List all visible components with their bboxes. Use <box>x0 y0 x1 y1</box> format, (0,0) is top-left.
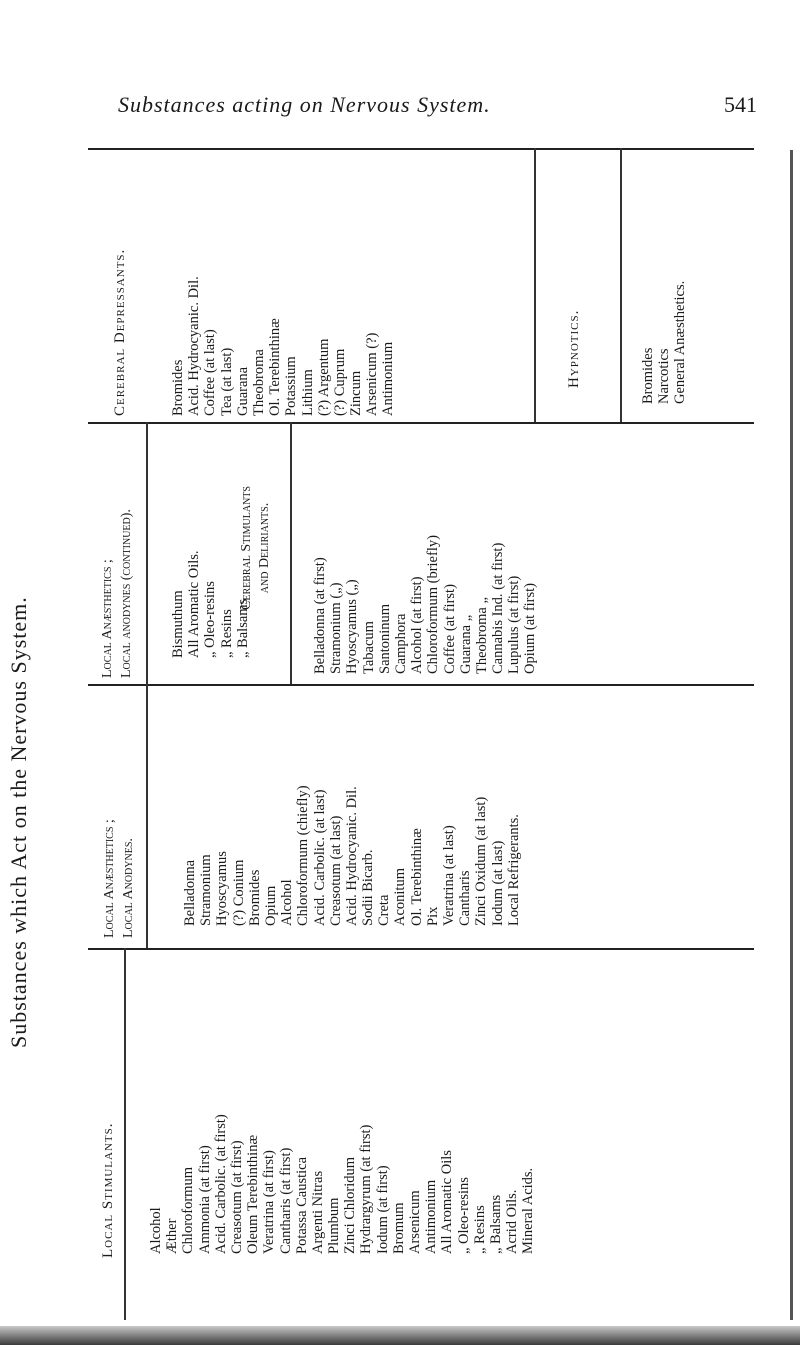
list-item: Pix <box>424 906 441 926</box>
list-item: Bismuthum <box>170 590 186 658</box>
list-item: Ammonia (at first) <box>196 1145 213 1254</box>
list-item: Tabacum <box>360 621 377 674</box>
list-item: Ol. Terebinthinæ <box>408 828 425 926</box>
list-item: Theobroma „ <box>473 597 490 674</box>
cerebral-stimulants-list <box>312 424 539 674</box>
list-item: Zinci Oxidum (at last) <box>473 796 490 926</box>
list-item: Cantharis (at first) <box>277 1147 294 1254</box>
local-stimulants-heading: Local Stimulants. <box>100 1122 116 1258</box>
list-item: Cantharis <box>457 870 474 926</box>
list-item: Oleum Terebinthinæ <box>245 1134 262 1254</box>
list-item: Camphora <box>392 613 409 674</box>
list-item: Santoninum <box>376 603 393 674</box>
local-stimulants-list <box>148 998 537 1254</box>
list-item: Bromides <box>246 869 263 926</box>
page-edge <box>790 150 793 1320</box>
list-item: Argenti Nitras <box>309 1170 326 1254</box>
scan-bottom-edge <box>0 1326 800 1345</box>
list-item: Ol. Terebinthinæ <box>267 318 284 416</box>
list-item: Chloroformum <box>180 1167 197 1254</box>
list-item: (?) Argentum <box>315 338 332 416</box>
local-anaesthetics-continued-heading <box>98 423 136 678</box>
list-item: Acid. Carbolic. (at last) <box>311 789 328 926</box>
list-item: Zinci Chloridum <box>342 1156 359 1254</box>
running-head: Substances acting on Nervous System. <box>118 92 491 117</box>
list-item: Aconitum <box>392 868 409 926</box>
heading-rule-2 <box>146 422 148 684</box>
list-item: Creasotum (at last) <box>327 815 344 926</box>
list-item: Mineral Acids. <box>520 1167 537 1254</box>
list-item: „ Resins <box>218 609 235 658</box>
side-title: Substances which Act on the Nervous System. <box>6 596 31 1048</box>
list-item: Veratrina (at last) <box>441 825 457 926</box>
list-item: Plumbum <box>326 1197 343 1254</box>
list-item: Coffee (at last) <box>202 329 219 416</box>
list-item: Iodum (at last) <box>489 840 506 926</box>
heading-line: Local Anæsthetics ; <box>102 819 117 938</box>
heading-line: and Deliriants. <box>257 502 272 594</box>
local-anaesthetics-heading <box>100 698 138 938</box>
list-item: Creasotum (at first) <box>228 1140 245 1254</box>
list-item: Bromum <box>390 1202 407 1254</box>
list-item: Acid. Hydrocyanic. Dil. <box>343 786 360 926</box>
list-item: All Aromatic Oils. <box>186 550 203 658</box>
list-item: (?) Conium <box>230 859 247 926</box>
list-item: Zincum <box>348 370 365 416</box>
list-item: „ Balsams <box>234 598 251 658</box>
row-divider-3 <box>88 948 754 950</box>
list-item: Arsenicum <box>407 1190 423 1254</box>
list-item: Potassa Caustica <box>293 1156 310 1254</box>
list-item: „ Resins <box>471 1205 488 1254</box>
list-item: Potassium <box>283 356 300 416</box>
local-anaesthetics-list <box>182 686 522 926</box>
heading-line: Local Anæsthetics ; <box>100 559 115 678</box>
list-item: Sodii Bicarb. <box>360 849 377 926</box>
list-item: Acid. Carbolic. (at first) <box>212 1114 229 1254</box>
list-item: Theobroma <box>250 349 267 416</box>
list-item: Hyoscyamus („) <box>344 579 361 674</box>
list-item: Opium <box>262 885 279 926</box>
subheading-rule-1 <box>534 148 536 422</box>
list-item: All Aromatic Oils <box>439 1150 456 1254</box>
list-item: Veratrina (at first) <box>261 1150 278 1254</box>
list-item: Æther <box>164 1218 181 1254</box>
cerebral-depressants-list <box>170 154 397 416</box>
list-item: Chloroformum (briefly) <box>425 535 442 674</box>
list-item: Cannabis Ind. (at first) <box>490 542 507 674</box>
list-item: Guarana „ <box>457 614 474 674</box>
subheading-rule-2 <box>290 422 292 684</box>
list-item: Coffee (at first) <box>441 584 458 674</box>
list-item: Creta <box>376 894 393 926</box>
list-item: Stramonium („) <box>328 582 345 674</box>
list-item: Arsenicum (?) <box>364 332 381 416</box>
list-item: Opium (at first) <box>522 582 539 674</box>
list-item: Antimonium <box>380 341 397 416</box>
list-item: Narcotics <box>656 348 673 404</box>
list-item: Acrid Oils. <box>504 1189 521 1254</box>
table-top-rule <box>88 148 754 150</box>
list-item: Tea (at last) <box>218 347 235 416</box>
list-item: „ Balsams <box>487 1194 504 1254</box>
list-item: General Anæsthetics. <box>672 280 689 404</box>
list-item: Guarana <box>234 366 251 416</box>
list-item: Belladonna (at first) <box>312 557 328 674</box>
list-item: Bromides <box>170 359 186 416</box>
list-item: Hyoscyamus <box>214 851 231 926</box>
list-item: Alcohol (at first) <box>409 576 426 674</box>
heading-line: Local Anodynes. <box>121 838 136 938</box>
list-item: Local Refrigerants. <box>505 814 522 926</box>
page-number: 541 <box>724 92 757 117</box>
list-item: „ Oleo-resins <box>455 1177 472 1254</box>
list-item: Chloroformum (chiefly) <box>295 785 312 926</box>
subheading-rule-1b <box>620 148 622 422</box>
heading-rule-4 <box>124 948 126 1320</box>
list-item: Antimonium <box>423 1179 440 1254</box>
list-item: Stramonium <box>198 854 215 926</box>
list-item: „ Oleo-resins <box>202 581 219 658</box>
heading-line: Cerebral Stimulants <box>239 486 254 610</box>
list-item: Belladonna <box>182 859 198 926</box>
heading-rule-3 <box>146 684 148 948</box>
list-item: Lupulus (at first) <box>506 575 523 674</box>
list-item: Iodum (at first) <box>374 1165 391 1254</box>
list-item: Alcohol <box>148 1207 164 1254</box>
list-item: Alcohol <box>279 879 296 926</box>
list-item: Hydrargyrum (at first) <box>358 1124 375 1254</box>
heading-line: Local anodynes (continued). <box>119 509 134 678</box>
cerebral-depressants-heading: Cerebral Depressants. <box>112 248 128 416</box>
hypnotics-heading: Hypnotics. <box>566 309 582 388</box>
substances-table <box>88 148 754 1320</box>
list-item: Acid. Hydrocyanic. Dil. <box>186 276 203 416</box>
list-item: Lithium <box>299 369 316 416</box>
cerebral-stimulants-heading <box>238 428 274 668</box>
list-item: Bromides <box>640 347 656 404</box>
list-item: (?) Cuprum <box>331 348 348 416</box>
hypnotics-list <box>640 154 689 404</box>
